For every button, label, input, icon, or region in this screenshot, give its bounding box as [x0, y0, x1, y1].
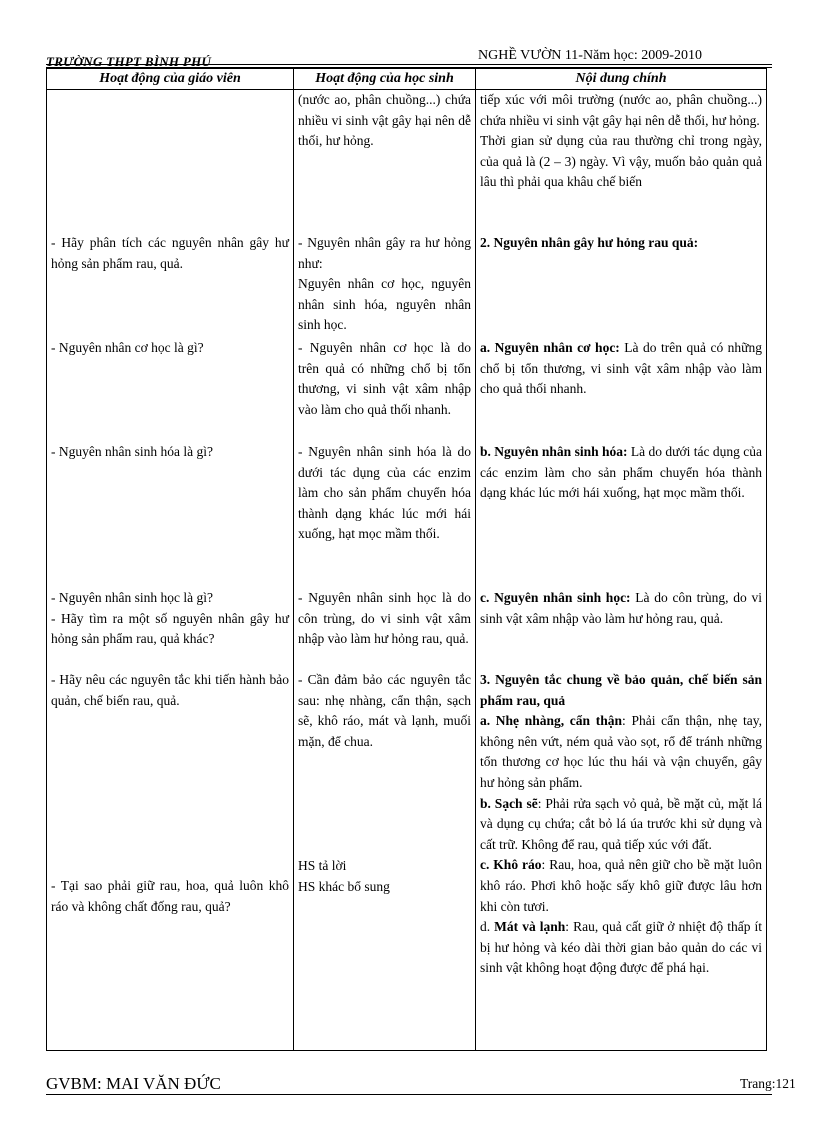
student-text: - Nguyên nhân gây ra hư hỏng như: — [298, 235, 471, 271]
content-text: tiếp xúc với môi trường (nước ao, phân chuồng...) chứa nhiều vi sinh vật gây hại nên dễ thối, hư hỏng. — [480, 92, 762, 128]
subsection-title: c. Nguyên nhân sinh học: — [480, 590, 631, 605]
student-cell — [294, 588, 476, 670]
content-cell — [476, 233, 767, 338]
student-cell — [294, 442, 476, 588]
table-row — [47, 338, 767, 442]
subsection-title: Mát và lạnh — [494, 919, 566, 935]
student-text: - Nguyên nhân sinh học là do côn trùng, do vi sinh vật xâm nhập vào làm hư hỏng rau, quả. — [298, 590, 471, 647]
table-row — [47, 233, 767, 338]
subsection-title: b. Nguyên nhân sinh hóa: — [480, 444, 628, 459]
content-text: Thời gian sử dụng của rau thường chỉ trong ngày, của quả là (2 – 3) ngày. Vì vậy, muốn bảo quản quả lâu thì phải qua khâu chế biến — [480, 133, 762, 190]
student-cell — [294, 670, 476, 1051]
col-header-teacher: Hoạt động của giáo viên — [47, 69, 294, 90]
teacher-question: - Nguyên nhân cơ học là gì? — [51, 340, 204, 355]
table-row — [47, 90, 767, 234]
student-text: HS tả lời — [298, 858, 347, 874]
teacher-cell — [47, 442, 294, 588]
footer-rule — [46, 1094, 772, 1095]
subsection-text: Là do trên quả có những chổ bị tổn thương, vi sinh vật xâm nhập vào làm cho quả thối nhanh. — [480, 340, 762, 397]
teacher-cell — [47, 90, 294, 234]
content-cell — [476, 338, 767, 442]
header-rule-1 — [46, 64, 772, 65]
subsection-title: a. Nhẹ nhàng, cẩn thận — [480, 713, 623, 729]
teacher-cell — [47, 233, 294, 338]
teacher-question: - Hãy tìm ra một số nguyên nhân gây hư hỏng sản phẩm rau, quả khác? — [51, 610, 289, 647]
subsection-title: a. Nguyên nhân cơ học: — [480, 340, 620, 355]
table-row — [47, 670, 767, 1051]
content-cell — [476, 90, 767, 234]
student-text: Nguyên nhân cơ học, nguyên nhân sinh hóa, nguyên nhân sinh học. — [298, 276, 471, 333]
teacher-cell — [47, 670, 294, 1051]
subsection-text: Là do dưới tác dụng của các enzim làm cho sản phẩm chuyển hóa thành dạng khác lúc mới hái xuống, hạt mọc mầm thối. — [480, 444, 762, 501]
col-header-student: Hoạt động của học sinh — [294, 69, 476, 90]
subsection-title: b. Sạch sẽ — [480, 795, 538, 811]
subsection-text: Là do côn trùng, do vi sinh vật xâm nhập vào làm hư hỏng rau, quả. — [480, 590, 762, 626]
col-header-content: Nội dung chính — [476, 69, 767, 90]
teacher-cell — [47, 338, 294, 442]
subsection-prefix: d. — [480, 919, 495, 935]
teacher-question: - Nguyên nhân sinh học là gì? — [51, 590, 213, 605]
teacher-question: - Nguyên nhân sinh hóa là gì? — [51, 444, 213, 459]
content-cell — [476, 670, 767, 1051]
lesson-table — [46, 68, 767, 1051]
content-cell — [476, 588, 767, 670]
student-text: HS khác bổ sung — [298, 878, 390, 894]
subsection-text: : Rau, hoa, quả nên giữ cho bề mặt luôn khô ráo. Phơi khô hoặc sấy khô giữ được lâu hơn khi còn tươi. — [480, 857, 762, 914]
subject-title: NGHỀ VƯỜN 11-Năm học: 2009-2010 — [478, 48, 702, 63]
student-text: - Cần đảm bảo các nguyên tắc sau: nhẹ nhàng, cẩn thận, sạch sẽ, khô ráo, mát và lạnh, muối mặn, để chua. — [298, 672, 471, 749]
section-heading: 2. Nguyên nhân gây hư hỏng rau quả: — [480, 235, 699, 250]
subsection-title: c. Khô ráo — [480, 857, 542, 873]
author-footer: GVBM: MAI VĂN ĐỨC — [46, 1074, 221, 1093]
student-cell — [294, 90, 476, 234]
student-cell — [294, 233, 476, 338]
section-heading: 3. Nguyên tắc chung về bảo quản, chế biến sản phẩm rau, quả — [480, 672, 762, 708]
student-text: - Nguyên nhân cơ học là do trên quả có những chổ bị tổn thương, vi sinh vật xâm nhập vào làm cho quả thối nhanh. — [298, 340, 471, 417]
subsection-text: : Rau, quả cất giữ ở nhiệt độ thấp ít bị hư hỏng và kéo dài thời gian bảo quản do các vi sinh vật không hoạt động được để phá hại. — [480, 919, 762, 976]
student-text: (nước ao, phân chuồng...) chứa nhiều vi sinh vật gây hại nên dễ thối, hư hỏng. — [298, 92, 471, 149]
subsection-text: : Phải cẩn thận, nhẹ tay, không nên vứt, ném quả vào sọt, rổ để tránh những tổn thương cơ học lúc thu hái và vận chuyển, gây hư hỏng sản phẩm. — [480, 713, 762, 790]
table-row — [47, 442, 767, 588]
page-number: Trang:121 — [740, 1076, 796, 1091]
content-cell — [476, 442, 767, 588]
student-text: - Nguyên nhân sinh hóa là do dưới tác dụng của các enzim làm cho sản phẩm chuyển hóa thành dạng khác lúc mới hái xuống, hạt mọc mầm thối. — [298, 444, 471, 542]
student-cell — [294, 338, 476, 442]
teacher-question: - Tại sao phải giữ rau, hoa, quả luôn khô ráo và không chất đống rau, quả? — [51, 878, 289, 914]
teacher-question: - Hãy phân tích các nguyên nhân gây hư hỏng sản phẩm rau, quả. — [51, 235, 289, 271]
school-name: TRƯỜNG THPT BÌNH PHÚ — [46, 54, 212, 69]
table-header-row — [47, 69, 767, 90]
subsection-text: : Phải rửa sạch vỏ quả, bề mặt củ, mặt lá và dụng cụ chứa; cắt bỏ lá úa trước khi sử dụng và cất trữ. Không để rau, quả tiếp xúc với đất. — [480, 795, 763, 852]
teacher-cell — [47, 588, 294, 670]
teacher-question: - Hãy nêu các nguyên tắc khi tiến hành bảo quản, chế biến rau, quả. — [51, 672, 289, 708]
table-row — [47, 588, 767, 670]
